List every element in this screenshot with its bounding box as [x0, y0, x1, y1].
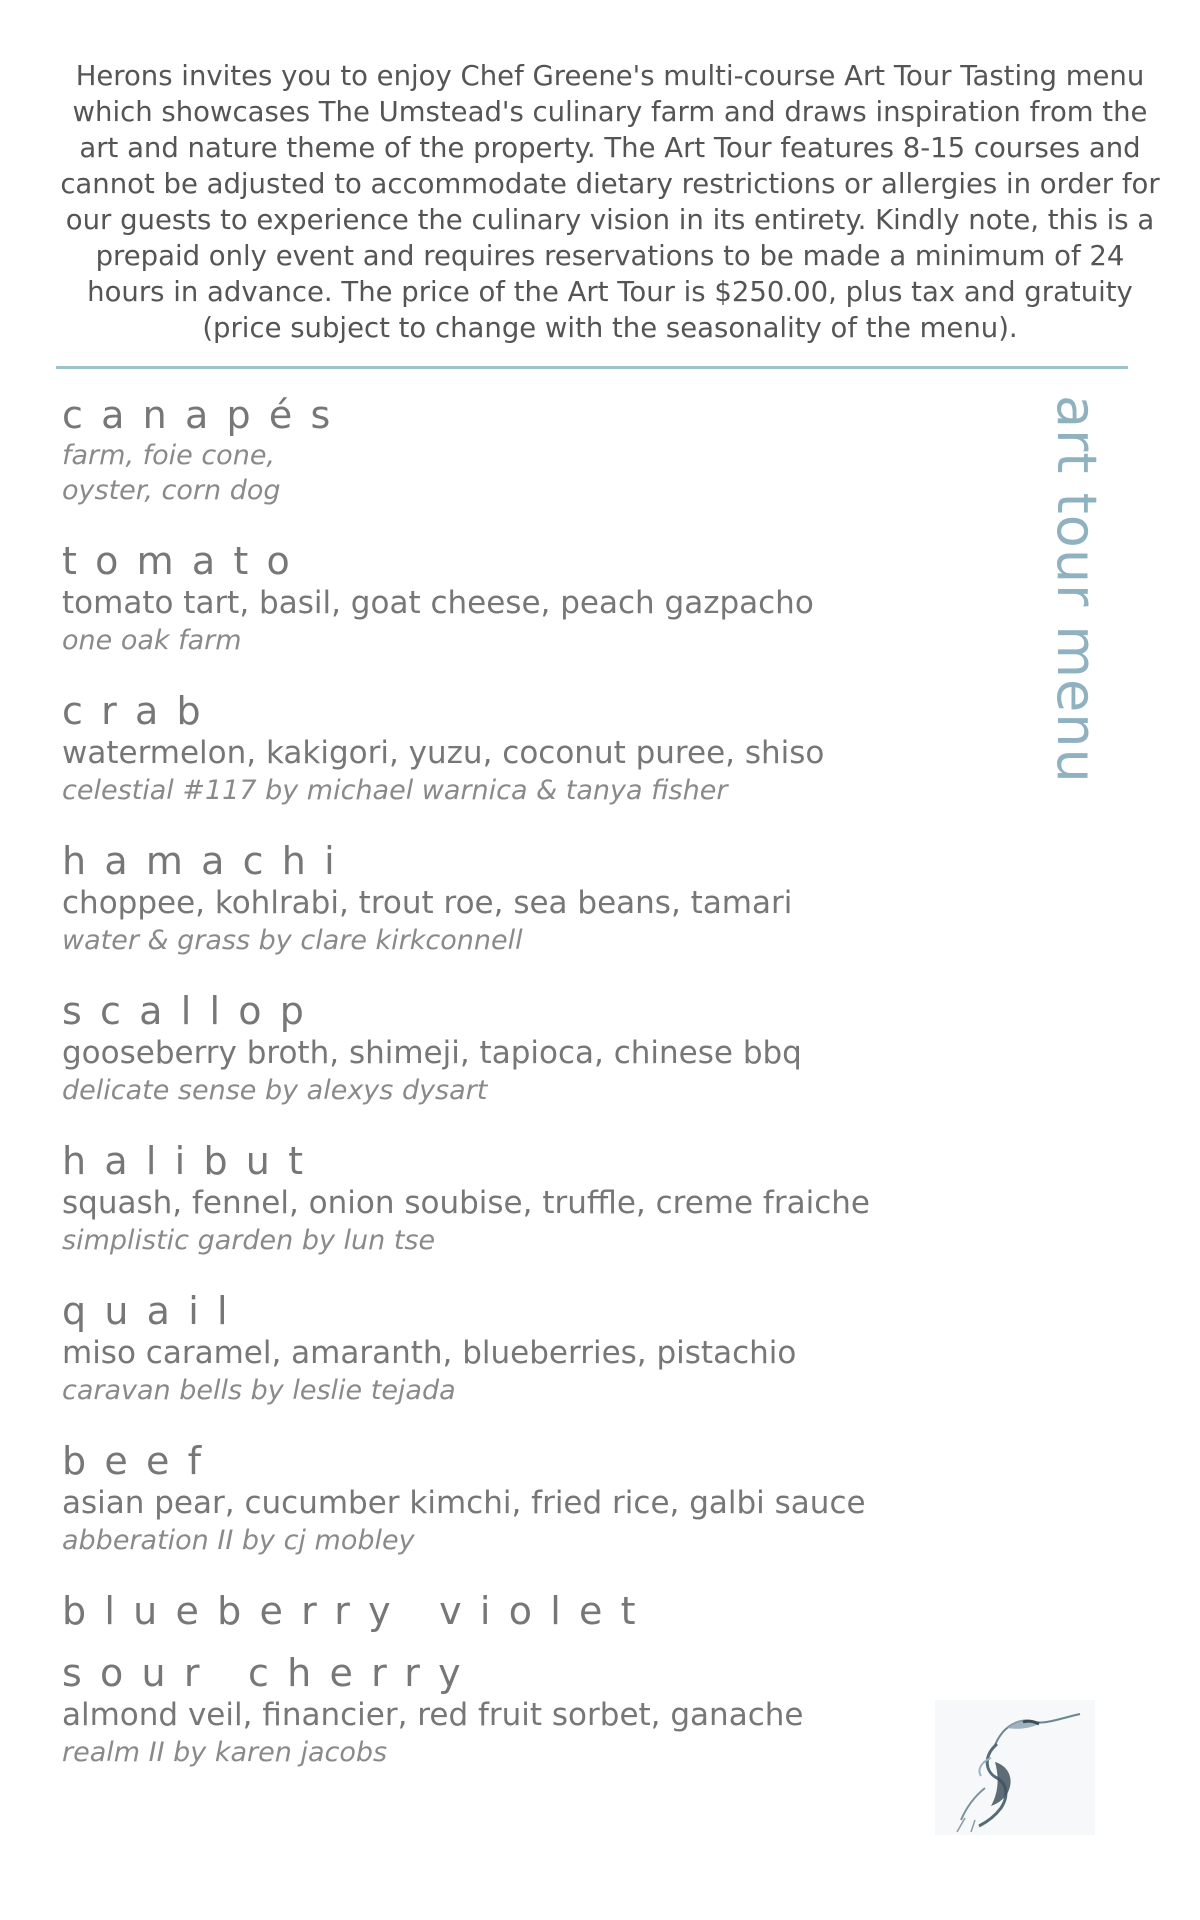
course-line: oyster, corn dog [62, 475, 281, 506]
course-list [62, 392, 962, 1800]
course-art: realm II by karen jacobs [62, 1737, 388, 1768]
course-name: quail [62, 1289, 246, 1333]
menu-side-title: art tour menu [1045, 395, 1108, 784]
course-name: crab [62, 689, 219, 733]
course-halibut [62, 1138, 962, 1258]
course-line: farm, foie cone, [62, 440, 276, 471]
course-quail [62, 1288, 962, 1408]
course-art: caravan bells by leslie tejada [62, 1375, 456, 1406]
course-name: scallop [62, 989, 323, 1033]
course-art: celestial #117 by michael warnica & tanya fisher [62, 775, 728, 806]
course-art: abberation II by cj mobley [62, 1525, 415, 1556]
course-hamachi [62, 838, 962, 958]
course-name: hamachi [62, 839, 353, 883]
course-name: blueberry violet [62, 1589, 654, 1633]
intro-paragraph: Herons invites you to enjoy Chef Greene's multi-course Art Tour Tasting menu which showcases The Umstead's culinary farm and draws inspiration from the art and nature theme of the property. The Art Tour features 8-15 courses and cannot be adjusted to accommodate dietary restrictions or allergies in order for our guests to experience the culinary vision in its entirety. Kindly note, this is a prepaid only event and requires reservations to be made a minimum of 24 hours in advance. The price of the Art Tour is $250.00, plus tax and gratuity (price subject to change with the seasonality of the menu). [60, 60, 1160, 344]
course-name: canapés [62, 393, 349, 437]
course-name: sour cherry [62, 1651, 479, 1695]
course-description: gooseberry broth, shimeji, tapioca, chinese bbq [62, 1035, 802, 1071]
divider [56, 366, 1128, 369]
course-crab [62, 688, 962, 808]
heron-illustration-icon [935, 1700, 1095, 1835]
course-description: watermelon, kakigori, yuzu, coconut puree, shiso [62, 735, 825, 771]
course-description: asian pear, cucumber kimchi, fried rice, galbi sauce [62, 1485, 866, 1521]
course-description: almond veil, financier, red fruit sorbet, ganache [62, 1697, 804, 1733]
course-canapes [62, 392, 962, 508]
course-description: miso caramel, amaranth, blueberries, pistachio [62, 1335, 797, 1371]
course-art: delicate sense by alexys dysart [62, 1075, 488, 1106]
course-art: one oak farm [62, 625, 242, 656]
course-beef [62, 1438, 962, 1558]
course-description: tomato tart, basil, goat cheese, peach gazpacho [62, 585, 814, 621]
course-name: tomato [62, 539, 309, 583]
course-tomato [62, 538, 962, 658]
course-sour-cherry [62, 1650, 962, 1770]
course-description: squash, fennel, onion soubise, truffle, creme fraiche [62, 1185, 870, 1221]
course-art: water & grass by clare kirkconnell [62, 925, 523, 956]
course-name: halibut [62, 1139, 322, 1183]
course-blueberry-violet [62, 1588, 962, 1634]
course-description: choppee, kohlrabi, trout roe, sea beans, tamari [62, 885, 793, 921]
course-art: simplistic garden by lun tse [62, 1225, 436, 1256]
course-scallop [62, 988, 962, 1108]
course-name: beef [62, 1439, 220, 1483]
